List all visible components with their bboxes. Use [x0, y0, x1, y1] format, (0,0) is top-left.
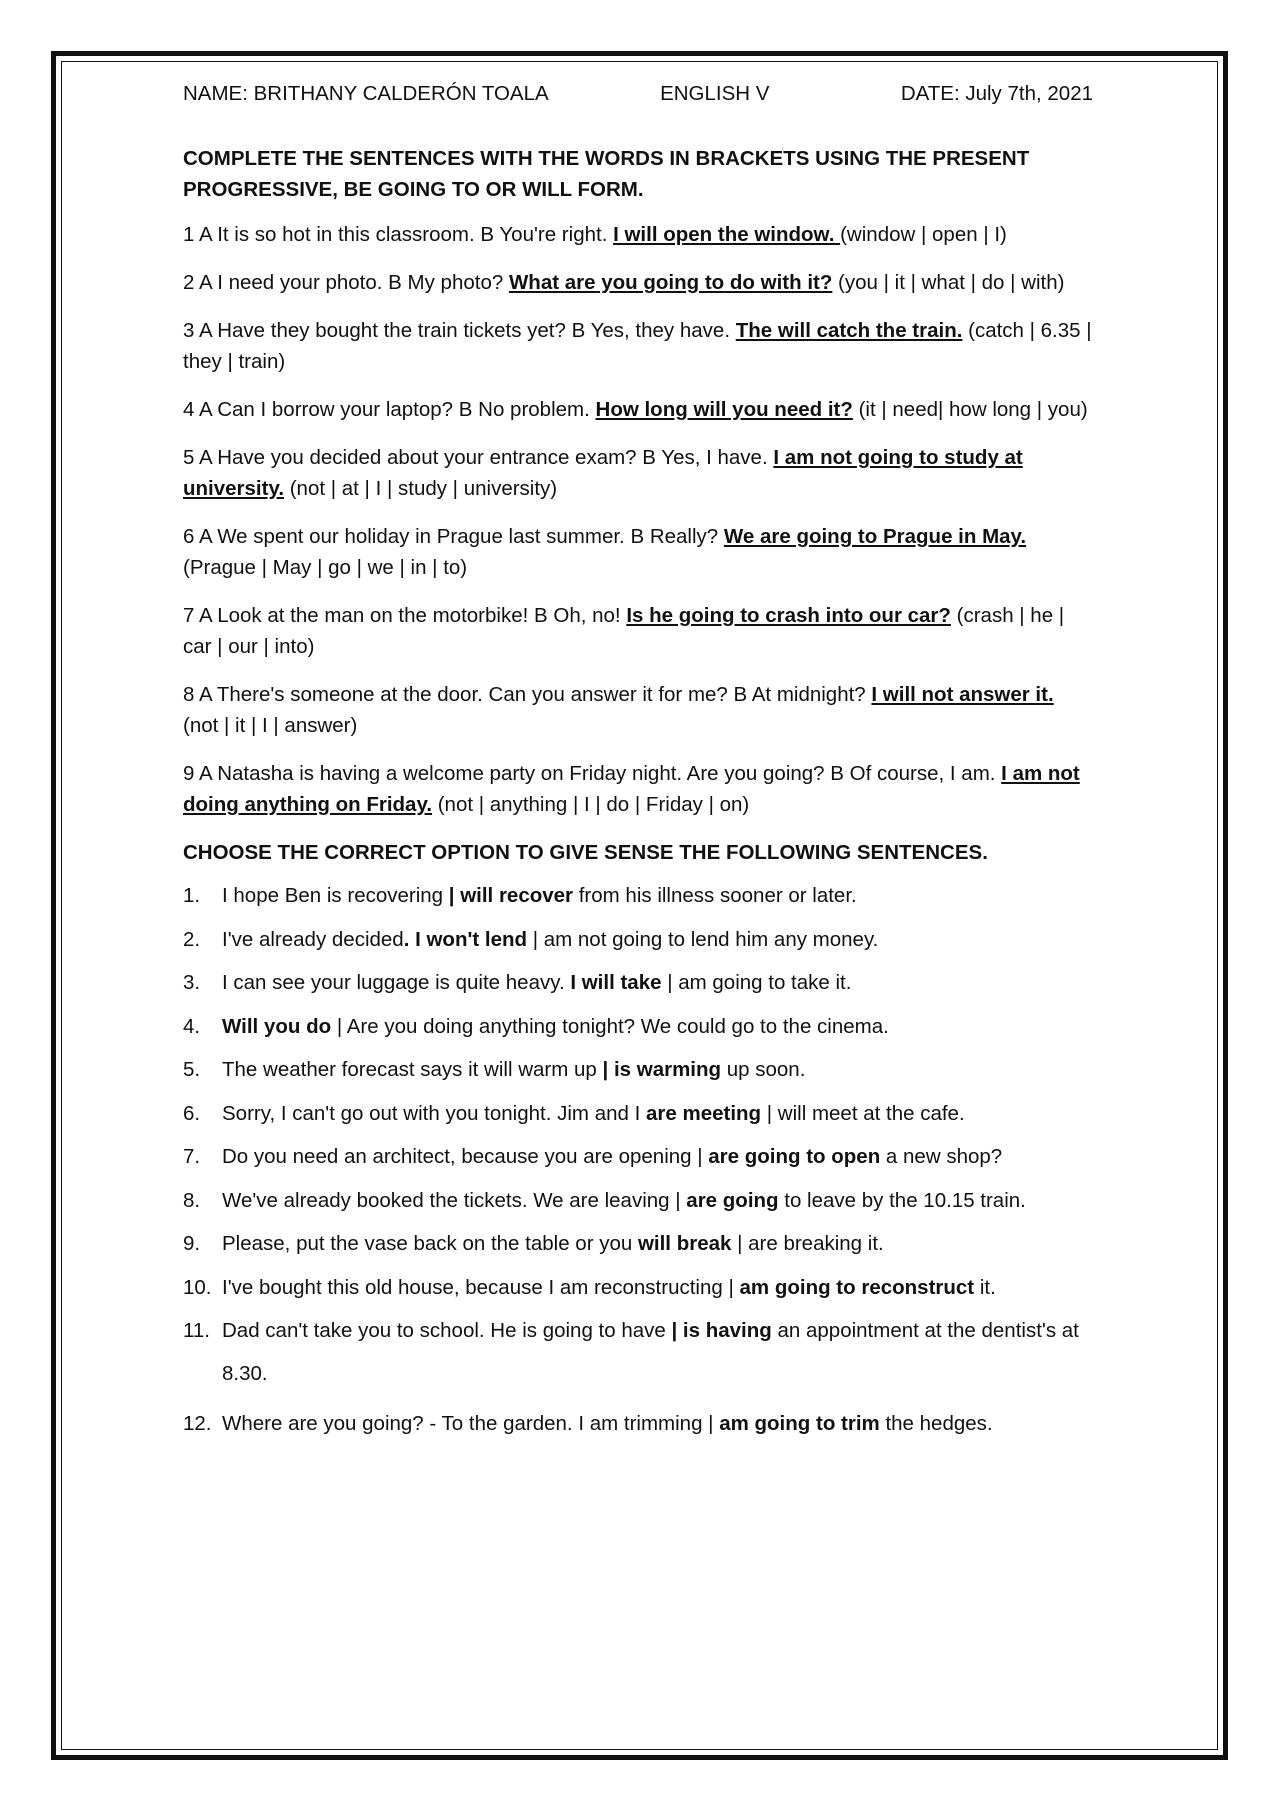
exercise1-item [183, 521, 1093, 583]
word-hint: (catch | 6.35 | they | train) [183, 319, 1092, 373]
item-sentence [222, 1272, 1093, 1303]
question-text: 3 A Have they bought the train tickets yet? B Yes, they have. [183, 319, 736, 342]
question-text: 8 A There's someone at the door. Can you answer it for me? B At midnight? [183, 683, 872, 706]
item-sentence [222, 924, 1093, 955]
exercise-2 [183, 880, 1093, 1439]
answer-text: What are you going to do with it? [508, 271, 833, 294]
item-number: 8. [183, 1188, 201, 1212]
sentence-part: | are breaking it. [731, 1232, 884, 1255]
date: DATE: July 7th, 2021 [900, 82, 1093, 105]
sentence-part: The weather forecast says it will warm up [222, 1058, 603, 1081]
word-hint: (you | it | what | do | with) [832, 271, 1065, 294]
sentence-part: Do you need an architect, because you are opening | [222, 1145, 709, 1168]
chosen-option: | is having [671, 1319, 772, 1342]
chosen-option: are going to open [708, 1145, 881, 1168]
chosen-option: | is warming [602, 1058, 722, 1081]
item-number: 11. [183, 1319, 210, 1342]
sentence-part: | am not going to lend him any money. [527, 927, 879, 951]
item-number: 6. [183, 1101, 201, 1125]
sentence-part: Please, put the vase back on the table or you [222, 1232, 638, 1255]
answer-text: The will catch the train. [735, 319, 963, 342]
answer-text: I will open the window. [613, 223, 841, 246]
exercise2-item [183, 1141, 1093, 1172]
sentence-part: a new shop? [880, 1145, 1003, 1168]
word-hint: (Prague | May | go | we | in | to) [183, 556, 468, 579]
item-sentence [222, 1408, 1093, 1439]
answer-text: I am not doing anything on Friday. [183, 762, 1080, 816]
item-number: 3. [183, 971, 201, 994]
exercise2-item [183, 880, 1093, 911]
chosen-option: will break [637, 1232, 732, 1255]
item-sentence [222, 1098, 1093, 1129]
chosen-option: . I won't lend [403, 927, 528, 951]
student-name: NAME: BRITHANY CALDERÓN TOALA [183, 82, 549, 105]
word-hint: (crash | he | car | our | into) [183, 604, 1065, 658]
item-sentence [222, 1185, 1093, 1216]
exercise2-item [183, 1315, 1093, 1395]
exercise2-item [183, 924, 1093, 955]
question-text: 7 A Look at the man on the motorbike! B Oh, no! [183, 604, 627, 627]
item-sentence [222, 1309, 1093, 1395]
item-sentence [222, 880, 1093, 911]
answer-text: I am not going to study at university. [183, 446, 1023, 500]
chosen-option: am going to reconstruct [739, 1275, 975, 1299]
item-number: 5. [183, 1058, 201, 1081]
exercise1-item [183, 758, 1093, 820]
item-sentence [222, 1141, 1093, 1172]
item-number: 1. [183, 884, 201, 907]
section1-instruction: COMPLETE THE SENTENCES WITH THE WORDS IN BRACKETS USING THE PRESENT PROGRESSIVE, BE GOING TO OR WILL FORM. [183, 147, 1030, 201]
word-hint: (window | open | I) [840, 223, 1007, 246]
word-hint: (it | need| how long | you) [852, 398, 1088, 421]
question-text: 9 A Natasha is having a welcome party on Friday night. Are you going? B Of course, I am. [183, 762, 1002, 785]
word-hint: (not | it | I | answer) [183, 714, 358, 737]
answer-text: Is he going to crash into our car? [626, 604, 951, 627]
exercise1-item [183, 600, 1093, 662]
question-text: 5 A Have you decided about your entrance exam? B Yes, I have. [183, 446, 774, 469]
answer-text: How long will you need it? [595, 398, 853, 421]
exercise1-item [183, 394, 1093, 425]
sentence-part: We've already booked the tickets. We are leaving | [222, 1188, 687, 1212]
sentence-part: it. [974, 1275, 996, 1299]
item-number: 10. [183, 1275, 212, 1299]
question-text: 1 A It is so hot in this classroom. B You're right. [183, 223, 614, 246]
exercise1-item [183, 219, 1093, 250]
sentence-part: from his illness sooner or later. [573, 884, 857, 907]
exercise2-item [183, 1011, 1093, 1042]
item-sentence [222, 967, 1093, 998]
sentence-part: Dad can't take you to school. He is going to have [222, 1319, 672, 1342]
sentence-part: | am going to take it. [661, 971, 852, 994]
sentence-part: | Are you doing anything tonight? We could go to the cinema. [331, 1014, 889, 1038]
item-sentence [222, 1228, 1093, 1259]
chosen-option: are going [686, 1188, 779, 1212]
exercise2-item [183, 1185, 1093, 1216]
sentence-part: the hedges. [879, 1411, 993, 1435]
item-number: 2. [183, 927, 201, 951]
exercise1-item [183, 267, 1093, 298]
sentence-part: up soon. [721, 1058, 806, 1081]
sentence-part: I've already decided [222, 927, 404, 951]
chosen-option: | will recover [448, 884, 574, 907]
chosen-option: I will take [570, 971, 662, 994]
exercise-1 [183, 219, 1093, 820]
answer-text: I will not answer it. [871, 683, 1054, 706]
header [183, 78, 1093, 109]
item-number: 4. [183, 1014, 201, 1038]
sentence-part: I hope Ben is recovering [222, 884, 449, 907]
exercise1-item [183, 442, 1093, 504]
item-number: 9. [183, 1232, 201, 1255]
chosen-option: am going to trim [719, 1411, 880, 1435]
worksheet [183, 78, 1093, 1451]
sentence-part: I've bought this old house, because I am reconstructing | [222, 1275, 740, 1299]
exercise2-item [183, 1054, 1093, 1085]
sentence-part: I can see your luggage is quite heavy. [222, 971, 571, 994]
word-hint: (not | anything | I | do | Friday | on) [432, 793, 750, 816]
exercise2-item [183, 967, 1093, 998]
item-number: 7. [183, 1145, 201, 1168]
exercise2-item [183, 1408, 1093, 1439]
item-sentence [222, 1011, 1093, 1042]
word-hint: (not | at | I | study | university) [284, 477, 558, 500]
exercise2-item [183, 1098, 1093, 1129]
question-text: 6 A We spent our holiday in Prague last summer. B Really? [183, 525, 724, 548]
section2-instruction: CHOOSE THE CORRECT OPTION TO GIVE SENSE THE FOLLOWING SENTENCES. [183, 841, 988, 864]
sentence-part: to leave by the 10.15 train. [778, 1188, 1026, 1212]
exercise1-item [183, 315, 1093, 377]
sentence-part: Where are you going? - To the garden. I am trimming | [222, 1411, 720, 1435]
exercise1-item [183, 679, 1093, 741]
exercise2-item [183, 1272, 1093, 1303]
sentence-part: Sorry, I can't go out with you tonight. Jim and I [222, 1101, 646, 1125]
question-text: 2 A I need your photo. B My photo? [183, 271, 509, 294]
chosen-option: are meeting [646, 1101, 762, 1125]
chosen-option: Will you do [222, 1014, 332, 1038]
sentence-part: an appointment at the dentist's at 8.30. [222, 1319, 1079, 1385]
question-text: 4 A Can I borrow your laptop? B No problem. [183, 398, 596, 421]
item-sentence [222, 1054, 1093, 1085]
exercise2-item [183, 1228, 1093, 1259]
answer-text: We are going to Prague in May. [723, 525, 1027, 548]
sentence-part: | will meet at the cafe. [761, 1101, 965, 1125]
subject: ENGLISH V [660, 82, 770, 105]
item-number: 12. [183, 1411, 212, 1435]
